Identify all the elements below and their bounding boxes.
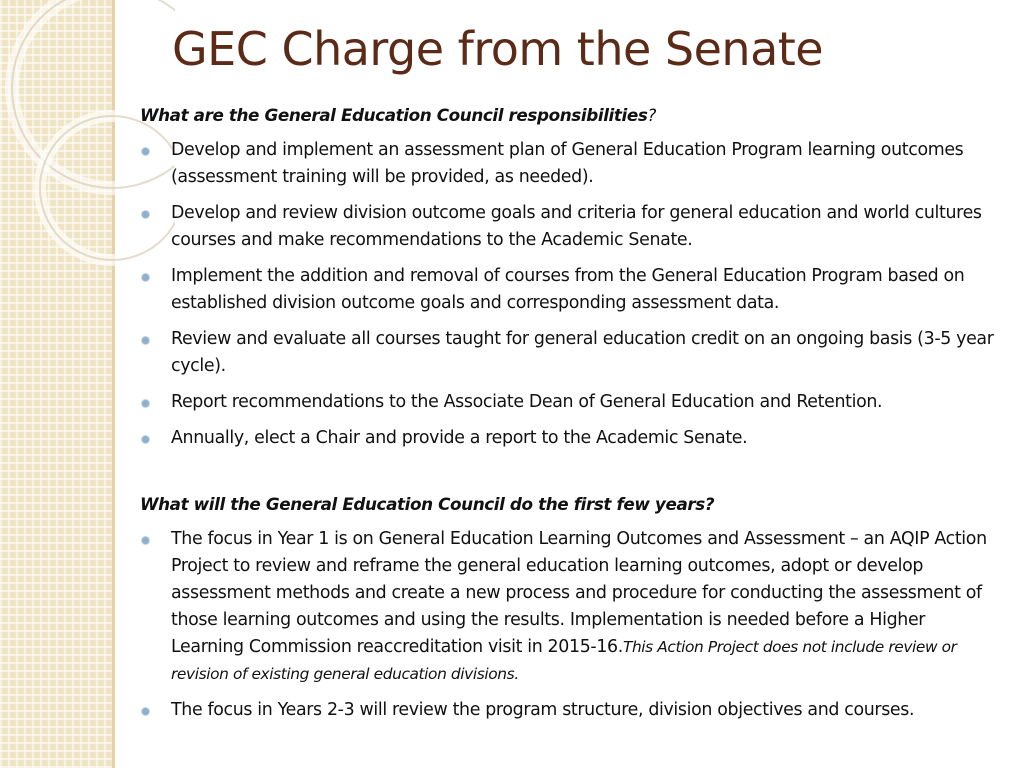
bullet-icon — [142, 148, 149, 155]
section1-bullet-list — [140, 137, 1000, 452]
bullet-text: Develop and implement an assessment plan of General Education Program learning outcomes (assessment training will be provided, as needed). — [171, 140, 964, 187]
bullet-icon — [142, 274, 149, 281]
bullet-text: The focus in Years 2-3 will review the program structure, division objectives and courses. — [171, 700, 915, 720]
bullet-note: This Action Project does not include review or revision of existing general education divisions. — [171, 638, 957, 683]
list-item — [140, 697, 1000, 724]
section2-bullet-list — [140, 526, 1000, 724]
bullet-icon — [142, 337, 149, 344]
bullet-icon — [142, 436, 149, 443]
bullet-icon — [142, 400, 149, 407]
slide-content — [140, 100, 1000, 733]
list-item — [140, 389, 1000, 416]
list-item — [140, 137, 1000, 191]
list-item — [140, 263, 1000, 317]
section1-heading-text: What are the General Education Council responsibilities — [140, 105, 648, 125]
section1-heading-suffix: ? — [647, 105, 656, 125]
slide-title: GEC Charge from the Senate — [172, 22, 824, 76]
section-spacer — [140, 461, 1000, 489]
bullet-text: Implement the addition and removal of courses from the General Education Program based on established division outcome goals and corresponding assessment data. — [171, 266, 965, 313]
bullet-icon — [142, 211, 149, 218]
list-item — [140, 526, 1000, 688]
bullet-text: The focus in Year 1 is on General Education Learning Outcomes and Assessment – an AQIP Action Project to review and reframe the general education learning outcomes, adopt or develop assessment methods and create a new process and procedure for conducting the assessment of those learning outcomes and using the results. Implementation is needed before a Higher Learning Commission reaccreditation visit in 2015-16. — [171, 529, 987, 657]
bullet-text: Annually, elect a Chair and provide a report to the Academic Senate. — [171, 428, 748, 448]
list-item — [140, 326, 1000, 380]
bullet-icon — [142, 708, 149, 715]
list-item — [140, 200, 1000, 254]
section1-heading — [140, 102, 1000, 129]
bullet-icon — [142, 537, 149, 544]
section2-heading: What will the General Education Council do the first few years? — [140, 494, 715, 514]
bullet-text: Develop and review division outcome goals and criteria for general education and world cultures courses and make recommendations to the Academic Senate. — [171, 203, 982, 250]
bullet-text: Review and evaluate all courses taught for general education credit on an ongoing basis (3-5 year cycle). — [171, 329, 994, 376]
bullet-text: Report recommendations to the Associate Dean of General Education and Retention. — [171, 392, 883, 412]
list-item — [140, 425, 1000, 452]
